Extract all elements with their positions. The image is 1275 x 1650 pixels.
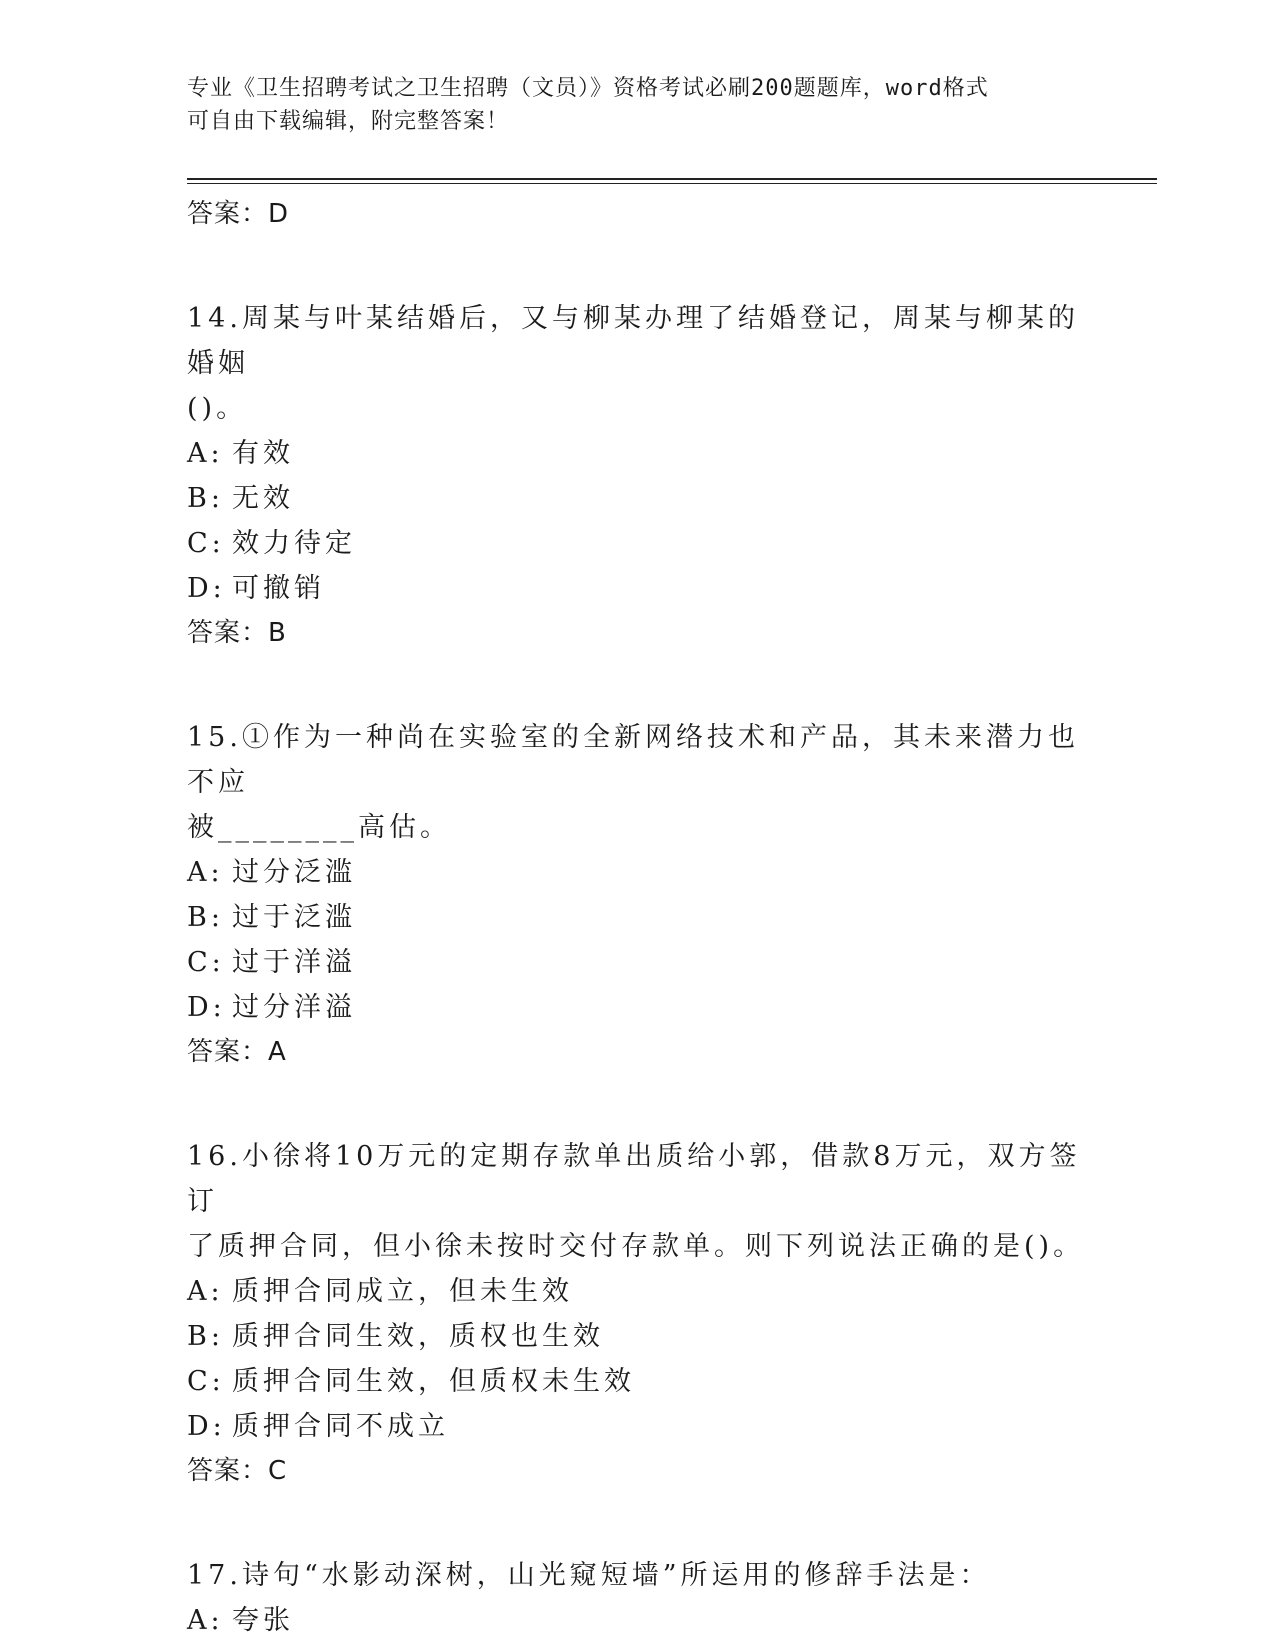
option-b: [187, 1314, 1087, 1359]
option-text: 夸张: [232, 1605, 294, 1636]
option-key: A:: [187, 857, 224, 888]
option-a: [187, 1269, 1087, 1314]
option-text: 无效: [232, 483, 294, 514]
option-text: 可撤销: [232, 573, 325, 604]
option-text: 质押合同成立，但未生效: [232, 1276, 573, 1307]
option-key: D:: [187, 1411, 226, 1442]
question-stem: 16.小徐将10万元的定期存款单出质给小郭，借款8万元，双方签订: [187, 1141, 1081, 1217]
option-text: 质押合同生效，但质权未生效: [232, 1366, 635, 1397]
option-key: C:: [187, 528, 225, 559]
option-key: C:: [187, 947, 225, 978]
header-line-1: 专业《卫生招聘考试之卫生招聘（文员）》资格考试必刷200题题库，word格式: [187, 76, 989, 101]
option-key: A:: [187, 1276, 224, 1307]
option-key: D:: [187, 573, 226, 604]
question-stem-cont: 被________高估。: [187, 812, 451, 843]
option-key: B:: [187, 483, 224, 514]
option-d: [187, 985, 1087, 1030]
header-line-2: 可自由下载编辑，附完整答案！: [187, 109, 510, 134]
question-15: [187, 715, 1087, 1074]
question-14: [187, 296, 1087, 655]
question-stem-cont: 了质押合同，但小徐未按时交付存款单。则下列说法正确的是()。: [187, 1231, 1085, 1262]
option-b: [187, 895, 1087, 940]
question-stem-cont: ()。: [187, 393, 248, 424]
option-key: B:: [187, 902, 224, 933]
option-c: [187, 1359, 1087, 1404]
question-list: [187, 188, 1087, 1643]
document-header: [187, 72, 1067, 138]
option-a: [187, 850, 1087, 895]
option-text: 质押合同不成立: [232, 1411, 449, 1442]
option-a: [187, 431, 1087, 476]
answer-line: 答案：A: [187, 1037, 287, 1067]
option-text: 效力待定: [232, 528, 356, 559]
option-key: A:: [187, 1605, 224, 1636]
header-divider: [187, 178, 1157, 180]
question-17: [187, 1553, 1087, 1643]
option-key: B:: [187, 1321, 224, 1352]
option-c: [187, 940, 1087, 985]
option-text: 质押合同生效，质权也生效: [232, 1321, 604, 1352]
header-divider-thin: [187, 183, 1157, 184]
option-text: 过分洋溢: [232, 992, 356, 1023]
option-text: 过于泛滥: [232, 902, 356, 933]
option-key: C:: [187, 1366, 225, 1397]
question-16: [187, 1134, 1087, 1493]
option-text: 有效: [232, 438, 294, 469]
answer-line: 答案：B: [187, 618, 287, 648]
option-d: [187, 1404, 1087, 1449]
question-stem: 15.①作为一种尚在实验室的全新网络技术和产品，其未来潜力也不应: [187, 722, 1079, 798]
question-stem: 14.周某与叶某结婚后，又与柳某办理了结婚登记，周某与柳某的婚姻: [187, 303, 1079, 379]
option-d: [187, 566, 1087, 611]
option-b: [187, 476, 1087, 521]
option-key: D:: [187, 992, 226, 1023]
answer-line: 答案：D: [187, 199, 290, 229]
option-a: [187, 1598, 1087, 1643]
option-text: 过分泛滥: [232, 857, 356, 888]
question-stem: 17.诗句“水影动深树，山光窥短墙”所运用的修辞手法是：: [187, 1560, 991, 1591]
option-c: [187, 521, 1087, 566]
option-key: A:: [187, 438, 224, 469]
answer-line: 答案：C: [187, 1456, 288, 1486]
option-text: 过于洋溢: [232, 947, 356, 978]
